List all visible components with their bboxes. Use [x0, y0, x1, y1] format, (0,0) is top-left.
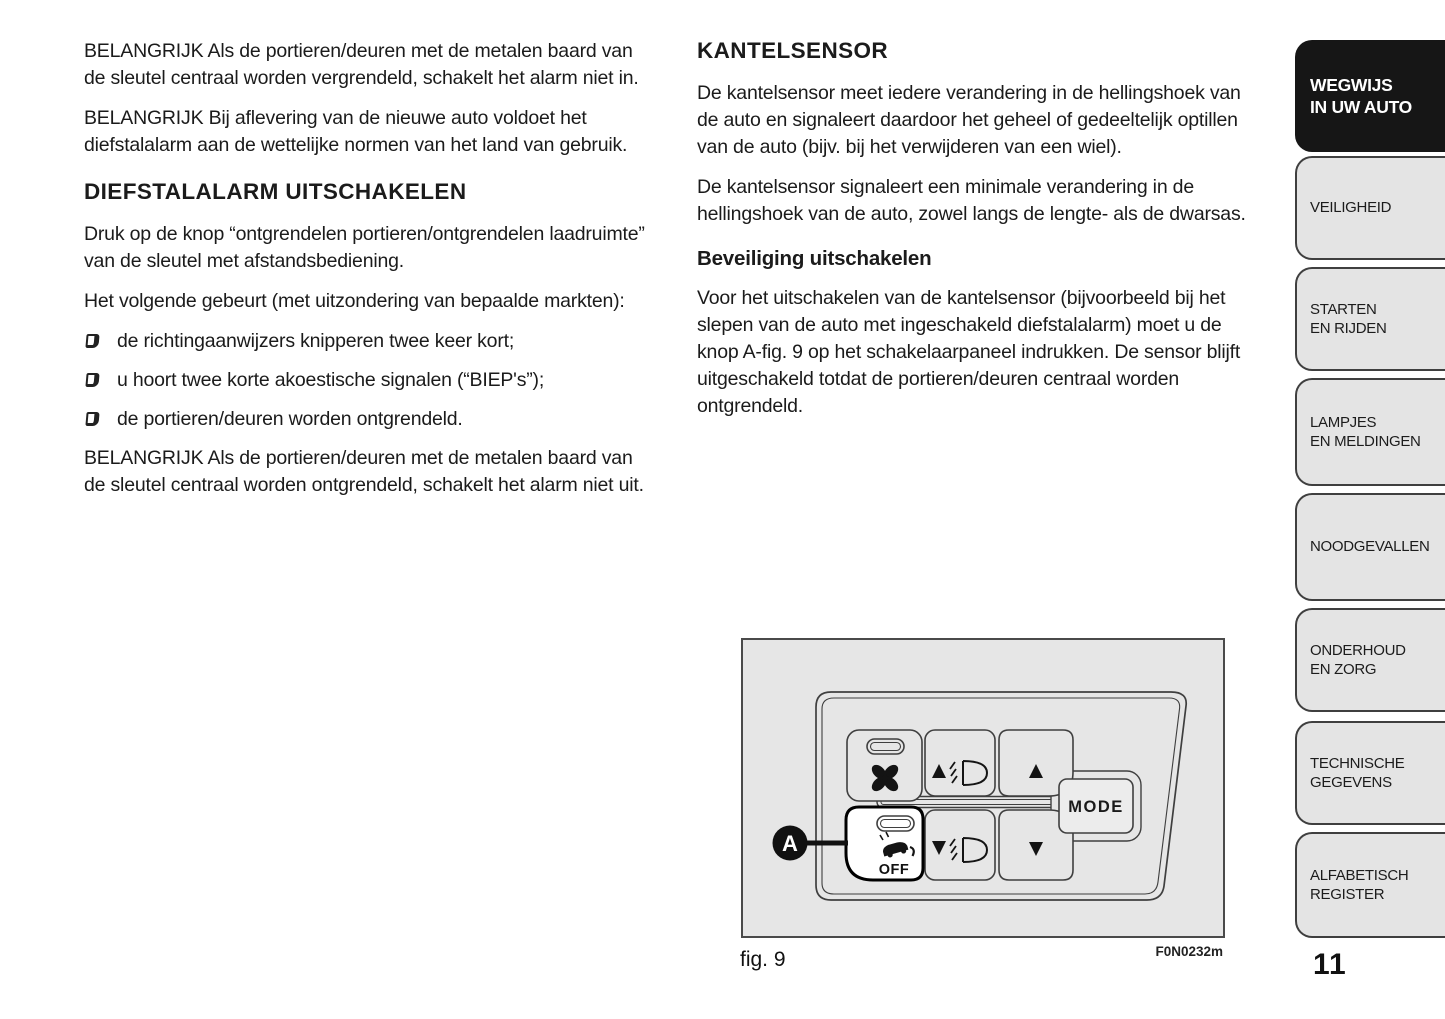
tab-label-line: EN MELDINGEN: [1310, 433, 1421, 450]
list-item-text: u hoort twee korte akoestische signalen (“BIEP's”);: [117, 369, 545, 391]
subsection-heading: Beveiliging uitschakelen: [697, 247, 932, 270]
figure-code: F0N0232m: [1155, 944, 1223, 959]
section-heading: KANTELSENSOR: [697, 38, 889, 63]
list-item: [84, 328, 658, 355]
off-label: OFF: [878, 862, 910, 878]
tab-label-line: ONDERHOUD: [1310, 641, 1406, 659]
paragraph: De kantelsensor signaleert een minimale verandering in de hellingshoek van de auto, zowel langs de lengte- als de dwarsas.: [697, 176, 1246, 225]
list-item-text: de richtingaanwijzers knipperen twee keer kort;: [117, 330, 515, 352]
tab-label-line: STARTEN: [1310, 300, 1377, 318]
headlight-up-button: [925, 730, 995, 796]
tab-alfabetisch-register: [1295, 832, 1445, 938]
tab-label-line: ALFABETISCH: [1310, 866, 1409, 884]
tab-label-line: EN RIJDEN: [1310, 320, 1387, 337]
mode-button-label: MODE: [1068, 798, 1124, 816]
paragraph: De kantelsensor meet iedere verandering in de hellingshoek van de auto en signaleert daardoor het geheel of gedeeltelijk optillen van de auto (bijv. bij het verwijderen van een wiel).: [697, 82, 1241, 158]
right-column: [697, 38, 1265, 433]
tab-label-line: WEGWIJS: [1310, 75, 1393, 95]
figure-caption: fig. 9: [740, 948, 786, 971]
tab-label-line: NOODGEVALLEN: [1310, 538, 1430, 556]
list-item: [84, 367, 658, 394]
tab-onderhoud-en-zorg: [1295, 608, 1445, 712]
tab-label-line: TECHNISCHE: [1310, 754, 1405, 772]
list-item-text: de portieren/deuren worden ontgrendeld.: [117, 408, 463, 430]
tab-noodgevallen: [1295, 493, 1445, 601]
left-column: [84, 38, 658, 512]
callout-label: A: [782, 831, 798, 856]
tab-wegwijs-in-uw-auto: [1295, 40, 1445, 152]
square-bullet-icon: [85, 334, 99, 348]
paragraph: BELANGRIJK Bij aflevering van de nieuwe auto voldoet het diefstalalarm aan de wettelijke normen van het land van gebruik.: [84, 107, 628, 156]
paragraph: BELANGRIJK Als de portieren/deuren met de metalen baard van de sleutel centraal worden ontgrendeld, schakelt het alarm niet uit.: [84, 447, 644, 496]
paragraph: BELANGRIJK Als de portieren/deuren met de metalen baard van de sleutel centraal worden vergrendeld, schakelt het alarm niet in.: [84, 40, 639, 89]
tab-label-line: REGISTER: [1310, 886, 1385, 903]
tab-veiligheid: [1295, 156, 1445, 260]
paragraph: Voor het uitschakelen van de kantelsensor (bijvoorbeeld bij het slepen van de auto met ingeschakeld diefstalalarm) moet u de knop A-fig. 9 op het schakelaarpaneel indrukken. De sensor blijft uitgeschakeld totdat de portieren/deuren centraal worden ontgrendeld.: [697, 287, 1241, 417]
section-heading: DIEFSTALALARM UITSCHAKELEN: [84, 179, 467, 204]
square-bullet-icon: [85, 373, 99, 387]
fan-button: [847, 730, 922, 801]
tab-label-line: LAMPJES: [1310, 413, 1377, 431]
tab-label-line: EN ZORG: [1310, 661, 1377, 678]
square-bullet-icon: [85, 412, 99, 426]
tab-label-line: GEGEVENS: [1310, 774, 1392, 791]
paragraph: Het volgende gebeurt (met uitzondering van bepaalde markten):: [84, 290, 625, 312]
paragraph: Druk op de knop “ontgrendelen portieren/ontgrendelen laadruimte” van de sleutel met afstandsbediening.: [84, 223, 645, 272]
figure-9: [740, 638, 1225, 971]
switch-panel-illustration: [741, 638, 1225, 938]
tab-lampjes-en-meldingen: [1295, 378, 1445, 486]
tab-label-line: IN UW AUTO: [1310, 97, 1412, 117]
tab-starten-en-rijden: [1295, 267, 1445, 371]
page-number: 11: [1313, 948, 1347, 981]
tab-technische-gegevens: [1295, 721, 1445, 825]
list-item: [84, 406, 658, 433]
tab-label-line: VEILIGHEID: [1310, 199, 1392, 217]
